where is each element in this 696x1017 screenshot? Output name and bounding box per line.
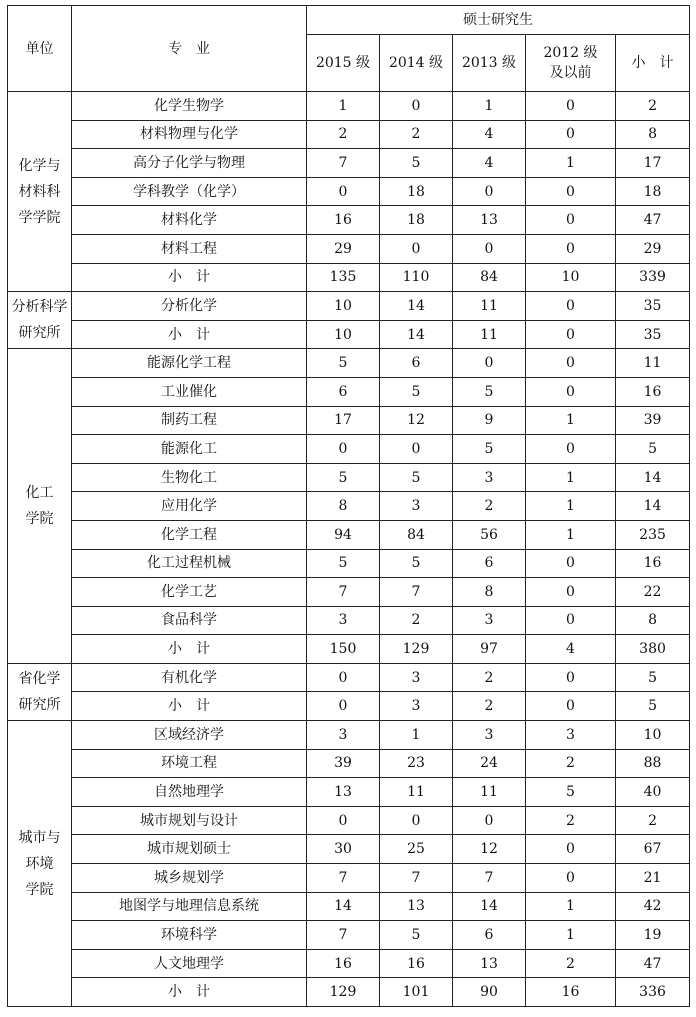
count-2014-cell: 110 — [380, 263, 453, 292]
count-2015-cell: 129 — [307, 978, 380, 1007]
table-row — [8, 749, 690, 778]
count-2015-cell: 0 — [307, 806, 380, 835]
count-2012-earlier-cell: 1 — [526, 520, 616, 549]
table-row — [8, 921, 690, 950]
major-cell: 分析化学 — [72, 292, 307, 321]
table-row — [8, 949, 690, 978]
table-row — [8, 806, 690, 835]
subtotal-cell: 19 — [616, 921, 690, 950]
count-2012-earlier-cell: 10 — [526, 263, 616, 292]
count-2012-earlier-cell: 3 — [526, 721, 616, 750]
table-row — [8, 435, 690, 464]
major-cell: 化工过程机械 — [72, 549, 307, 578]
count-2012-earlier-cell: 0 — [526, 835, 616, 864]
subtotal-cell: 14 — [616, 463, 690, 492]
header-col-2012-earlier: 2012 级 及以前 — [526, 35, 616, 92]
count-2012-earlier-cell: 0 — [526, 435, 616, 464]
subtotal-cell: 47 — [616, 949, 690, 978]
count-2013-cell: 13 — [453, 206, 526, 235]
table-row — [8, 177, 690, 206]
header-col-2015: 2015 级 — [307, 35, 380, 92]
count-2013-cell: 0 — [453, 234, 526, 263]
table-row — [8, 206, 690, 235]
count-2014-cell: 2 — [380, 120, 453, 149]
count-2013-cell: 56 — [453, 520, 526, 549]
count-2014-cell: 7 — [380, 864, 453, 893]
count-2015-cell: 0 — [307, 435, 380, 464]
count-2013-cell: 5 — [453, 435, 526, 464]
major-cell: 制药工程 — [72, 406, 307, 435]
count-2015-cell: 0 — [307, 692, 380, 721]
count-2015-cell: 2 — [307, 120, 380, 149]
subtotal-cell: 35 — [616, 292, 690, 321]
count-2013-cell: 9 — [453, 406, 526, 435]
count-2014-cell: 5 — [380, 149, 453, 178]
major-cell: 高分子化学与物理 — [72, 149, 307, 178]
count-2015-cell: 0 — [307, 177, 380, 206]
count-2014-cell: 5 — [380, 463, 453, 492]
major-cell: 能源化学工程 — [72, 349, 307, 378]
header-col-2013: 2013 级 — [453, 35, 526, 92]
subtotal-cell: 29 — [616, 234, 690, 263]
count-2014-cell: 18 — [380, 177, 453, 206]
header-unit: 单位 — [8, 6, 72, 92]
subtotal-cell: 67 — [616, 835, 690, 864]
header-col-2014: 2014 级 — [380, 35, 453, 92]
count-2015-cell: 7 — [307, 149, 380, 178]
count-2012-earlier-cell: 0 — [526, 177, 616, 206]
count-2014-cell: 7 — [380, 578, 453, 607]
count-2013-cell: 11 — [453, 320, 526, 349]
major-cell: 材料工程 — [72, 234, 307, 263]
count-2014-cell: 3 — [380, 692, 453, 721]
count-2012-earlier-cell: 0 — [526, 692, 616, 721]
subtotal-cell: 336 — [616, 978, 690, 1007]
count-2014-cell: 25 — [380, 835, 453, 864]
count-2015-cell: 39 — [307, 749, 380, 778]
count-2014-cell: 0 — [380, 435, 453, 464]
count-2013-cell: 0 — [453, 177, 526, 206]
count-2012-earlier-cell: 0 — [526, 292, 616, 321]
count-2015-cell: 30 — [307, 835, 380, 864]
subtotal-cell: 5 — [616, 663, 690, 692]
count-2015-cell: 10 — [307, 320, 380, 349]
count-2014-cell: 129 — [380, 635, 453, 664]
major-cell: 地图学与地理信息系统 — [72, 892, 307, 921]
subtotal-cell: 5 — [616, 692, 690, 721]
count-2013-cell: 4 — [453, 120, 526, 149]
enrollment-table — [7, 5, 690, 1007]
header-masters-group: 硕士研究生 — [307, 6, 690, 35]
table-row — [8, 92, 690, 121]
table-row — [8, 721, 690, 750]
count-2013-cell: 6 — [453, 921, 526, 950]
count-2012-earlier-cell: 1 — [526, 921, 616, 950]
table-row — [8, 635, 690, 664]
major-cell: 城乡规划学 — [72, 864, 307, 893]
count-2013-cell: 7 — [453, 864, 526, 893]
count-2014-cell: 0 — [380, 234, 453, 263]
count-2012-earlier-cell: 0 — [526, 120, 616, 149]
table-row — [8, 149, 690, 178]
count-2012-earlier-cell: 0 — [526, 606, 616, 635]
count-2015-cell: 5 — [307, 463, 380, 492]
count-2013-cell: 0 — [453, 349, 526, 378]
table-row — [8, 835, 690, 864]
count-2013-cell: 12 — [453, 835, 526, 864]
count-2012-earlier-cell: 5 — [526, 778, 616, 807]
major-cell: 生物化工 — [72, 463, 307, 492]
count-2015-cell: 5 — [307, 549, 380, 578]
subtotal-cell: 8 — [616, 120, 690, 149]
subtotal-cell: 88 — [616, 749, 690, 778]
count-2015-cell: 94 — [307, 520, 380, 549]
subtotal-cell: 5 — [616, 435, 690, 464]
major-cell: 应用化学 — [72, 492, 307, 521]
header-major: 专 业 — [72, 6, 307, 92]
subtotal-cell: 8 — [616, 606, 690, 635]
count-2013-cell: 13 — [453, 949, 526, 978]
table-body — [8, 92, 690, 1007]
major-cell: 有机化学 — [72, 663, 307, 692]
count-2013-cell: 2 — [453, 692, 526, 721]
count-2012-earlier-cell: 1 — [526, 892, 616, 921]
major-cell: 城市规划硕士 — [72, 835, 307, 864]
count-2015-cell: 13 — [307, 778, 380, 807]
major-cell: 环境科学 — [72, 921, 307, 950]
count-2012-earlier-cell: 16 — [526, 978, 616, 1007]
table-row — [8, 520, 690, 549]
count-2012-earlier-cell: 0 — [526, 578, 616, 607]
count-2013-cell: 6 — [453, 549, 526, 578]
subtotal-cell: 16 — [616, 549, 690, 578]
table-row — [8, 406, 690, 435]
subtotal-cell: 2 — [616, 806, 690, 835]
count-2014-cell: 84 — [380, 520, 453, 549]
count-2012-earlier-cell: 0 — [526, 377, 616, 406]
major-cell: 学科教学（化学） — [72, 177, 307, 206]
table-row — [8, 120, 690, 149]
count-2012-earlier-cell: 0 — [526, 663, 616, 692]
count-2015-cell: 29 — [307, 234, 380, 263]
table-row — [8, 349, 690, 378]
unit-cell: 城市与 环境 学院 — [8, 721, 72, 1007]
count-2012-earlier-cell: 0 — [526, 320, 616, 349]
subtotal-cell: 39 — [616, 406, 690, 435]
major-cell: 化学工程 — [72, 520, 307, 549]
count-2014-cell: 11 — [380, 778, 453, 807]
count-2013-cell: 84 — [453, 263, 526, 292]
major-cell: 材料化学 — [72, 206, 307, 235]
header-col-subtotal: 小 计 — [616, 35, 690, 92]
count-2013-cell: 4 — [453, 149, 526, 178]
count-2013-cell: 11 — [453, 778, 526, 807]
count-2013-cell: 1 — [453, 92, 526, 121]
table-row — [8, 892, 690, 921]
count-2014-cell: 3 — [380, 492, 453, 521]
count-2012-earlier-cell: 4 — [526, 635, 616, 664]
count-2013-cell: 5 — [453, 377, 526, 406]
subtotal-cell: 14 — [616, 492, 690, 521]
subtotal-cell: 235 — [616, 520, 690, 549]
count-2012-earlier-cell: 0 — [526, 549, 616, 578]
count-2015-cell: 3 — [307, 721, 380, 750]
major-cell: 化学工艺 — [72, 578, 307, 607]
count-2014-cell: 5 — [380, 549, 453, 578]
table-row — [8, 234, 690, 263]
count-2015-cell: 14 — [307, 892, 380, 921]
count-2014-cell: 3 — [380, 663, 453, 692]
subtotal-cell: 11 — [616, 349, 690, 378]
major-cell: 小 计 — [72, 263, 307, 292]
count-2013-cell: 14 — [453, 892, 526, 921]
count-2013-cell: 11 — [453, 292, 526, 321]
major-cell: 环境工程 — [72, 749, 307, 778]
count-2014-cell: 5 — [380, 921, 453, 950]
count-2014-cell: 18 — [380, 206, 453, 235]
unit-cell: 省化学 研究所 — [8, 663, 72, 720]
count-2013-cell: 90 — [453, 978, 526, 1007]
subtotal-cell: 2 — [616, 92, 690, 121]
subtotal-cell: 339 — [616, 263, 690, 292]
subtotal-cell: 35 — [616, 320, 690, 349]
table-row — [8, 320, 690, 349]
count-2015-cell: 16 — [307, 949, 380, 978]
count-2015-cell: 1 — [307, 92, 380, 121]
major-cell: 小 计 — [72, 978, 307, 1007]
count-2015-cell: 16 — [307, 206, 380, 235]
major-cell: 材料物理与化学 — [72, 120, 307, 149]
subtotal-cell: 40 — [616, 778, 690, 807]
count-2015-cell: 7 — [307, 864, 380, 893]
count-2015-cell: 7 — [307, 921, 380, 950]
count-2012-earlier-cell: 1 — [526, 149, 616, 178]
table-row — [8, 606, 690, 635]
count-2013-cell: 0 — [453, 806, 526, 835]
count-2014-cell: 0 — [380, 92, 453, 121]
subtotal-cell: 22 — [616, 578, 690, 607]
table-row — [8, 292, 690, 321]
count-2012-earlier-cell: 2 — [526, 949, 616, 978]
major-cell: 自然地理学 — [72, 778, 307, 807]
major-cell: 能源化工 — [72, 435, 307, 464]
count-2012-earlier-cell: 0 — [526, 234, 616, 263]
count-2015-cell: 7 — [307, 578, 380, 607]
subtotal-cell: 21 — [616, 864, 690, 893]
count-2015-cell: 17 — [307, 406, 380, 435]
table-row — [8, 578, 690, 607]
count-2014-cell: 14 — [380, 292, 453, 321]
count-2012-earlier-cell: 1 — [526, 406, 616, 435]
major-cell: 小 计 — [72, 692, 307, 721]
count-2013-cell: 24 — [453, 749, 526, 778]
subtotal-cell: 380 — [616, 635, 690, 664]
major-cell: 食品科学 — [72, 606, 307, 635]
subtotal-cell: 47 — [616, 206, 690, 235]
count-2012-earlier-cell: 0 — [526, 92, 616, 121]
count-2015-cell: 150 — [307, 635, 380, 664]
subtotal-cell: 42 — [616, 892, 690, 921]
count-2015-cell: 0 — [307, 663, 380, 692]
table-row — [8, 492, 690, 521]
count-2015-cell: 6 — [307, 377, 380, 406]
count-2014-cell: 14 — [380, 320, 453, 349]
count-2015-cell: 5 — [307, 349, 380, 378]
table-row — [8, 377, 690, 406]
major-cell: 城市规划与设计 — [72, 806, 307, 835]
table-row — [8, 549, 690, 578]
count-2012-earlier-cell: 1 — [526, 463, 616, 492]
count-2013-cell: 2 — [453, 492, 526, 521]
count-2015-cell: 10 — [307, 292, 380, 321]
count-2013-cell: 2 — [453, 663, 526, 692]
count-2012-earlier-cell: 0 — [526, 349, 616, 378]
count-2014-cell: 2 — [380, 606, 453, 635]
major-cell: 小 计 — [72, 320, 307, 349]
count-2015-cell: 8 — [307, 492, 380, 521]
count-2014-cell: 6 — [380, 349, 453, 378]
table-row — [8, 663, 690, 692]
count-2012-earlier-cell: 0 — [526, 864, 616, 893]
table-row — [8, 778, 690, 807]
subtotal-cell: 16 — [616, 377, 690, 406]
unit-cell: 化学与 材料科 学学院 — [8, 92, 72, 292]
major-cell: 小 计 — [72, 635, 307, 664]
count-2014-cell: 23 — [380, 749, 453, 778]
count-2013-cell: 3 — [453, 606, 526, 635]
count-2014-cell: 13 — [380, 892, 453, 921]
major-cell: 区域经济学 — [72, 721, 307, 750]
count-2012-earlier-cell: 1 — [526, 492, 616, 521]
count-2014-cell: 101 — [380, 978, 453, 1007]
count-2014-cell: 12 — [380, 406, 453, 435]
count-2012-earlier-cell: 2 — [526, 749, 616, 778]
count-2013-cell: 3 — [453, 721, 526, 750]
table-row — [8, 864, 690, 893]
major-cell: 工业催化 — [72, 377, 307, 406]
table-row — [8, 978, 690, 1007]
table-row — [8, 263, 690, 292]
major-cell: 人文地理学 — [72, 949, 307, 978]
count-2013-cell: 8 — [453, 578, 526, 607]
count-2014-cell: 1 — [380, 721, 453, 750]
subtotal-cell: 17 — [616, 149, 690, 178]
count-2012-earlier-cell: 0 — [526, 206, 616, 235]
table-row — [8, 463, 690, 492]
count-2015-cell: 3 — [307, 606, 380, 635]
count-2015-cell: 135 — [307, 263, 380, 292]
unit-cell: 分析科学 研究所 — [8, 292, 72, 349]
count-2014-cell: 5 — [380, 377, 453, 406]
subtotal-cell: 18 — [616, 177, 690, 206]
count-2014-cell: 0 — [380, 806, 453, 835]
unit-cell: 化工 学院 — [8, 349, 72, 664]
major-cell: 化学生物学 — [72, 92, 307, 121]
subtotal-cell: 10 — [616, 721, 690, 750]
table-row — [8, 692, 690, 721]
count-2013-cell: 97 — [453, 635, 526, 664]
count-2013-cell: 3 — [453, 463, 526, 492]
count-2014-cell: 16 — [380, 949, 453, 978]
count-2012-earlier-cell: 2 — [526, 806, 616, 835]
